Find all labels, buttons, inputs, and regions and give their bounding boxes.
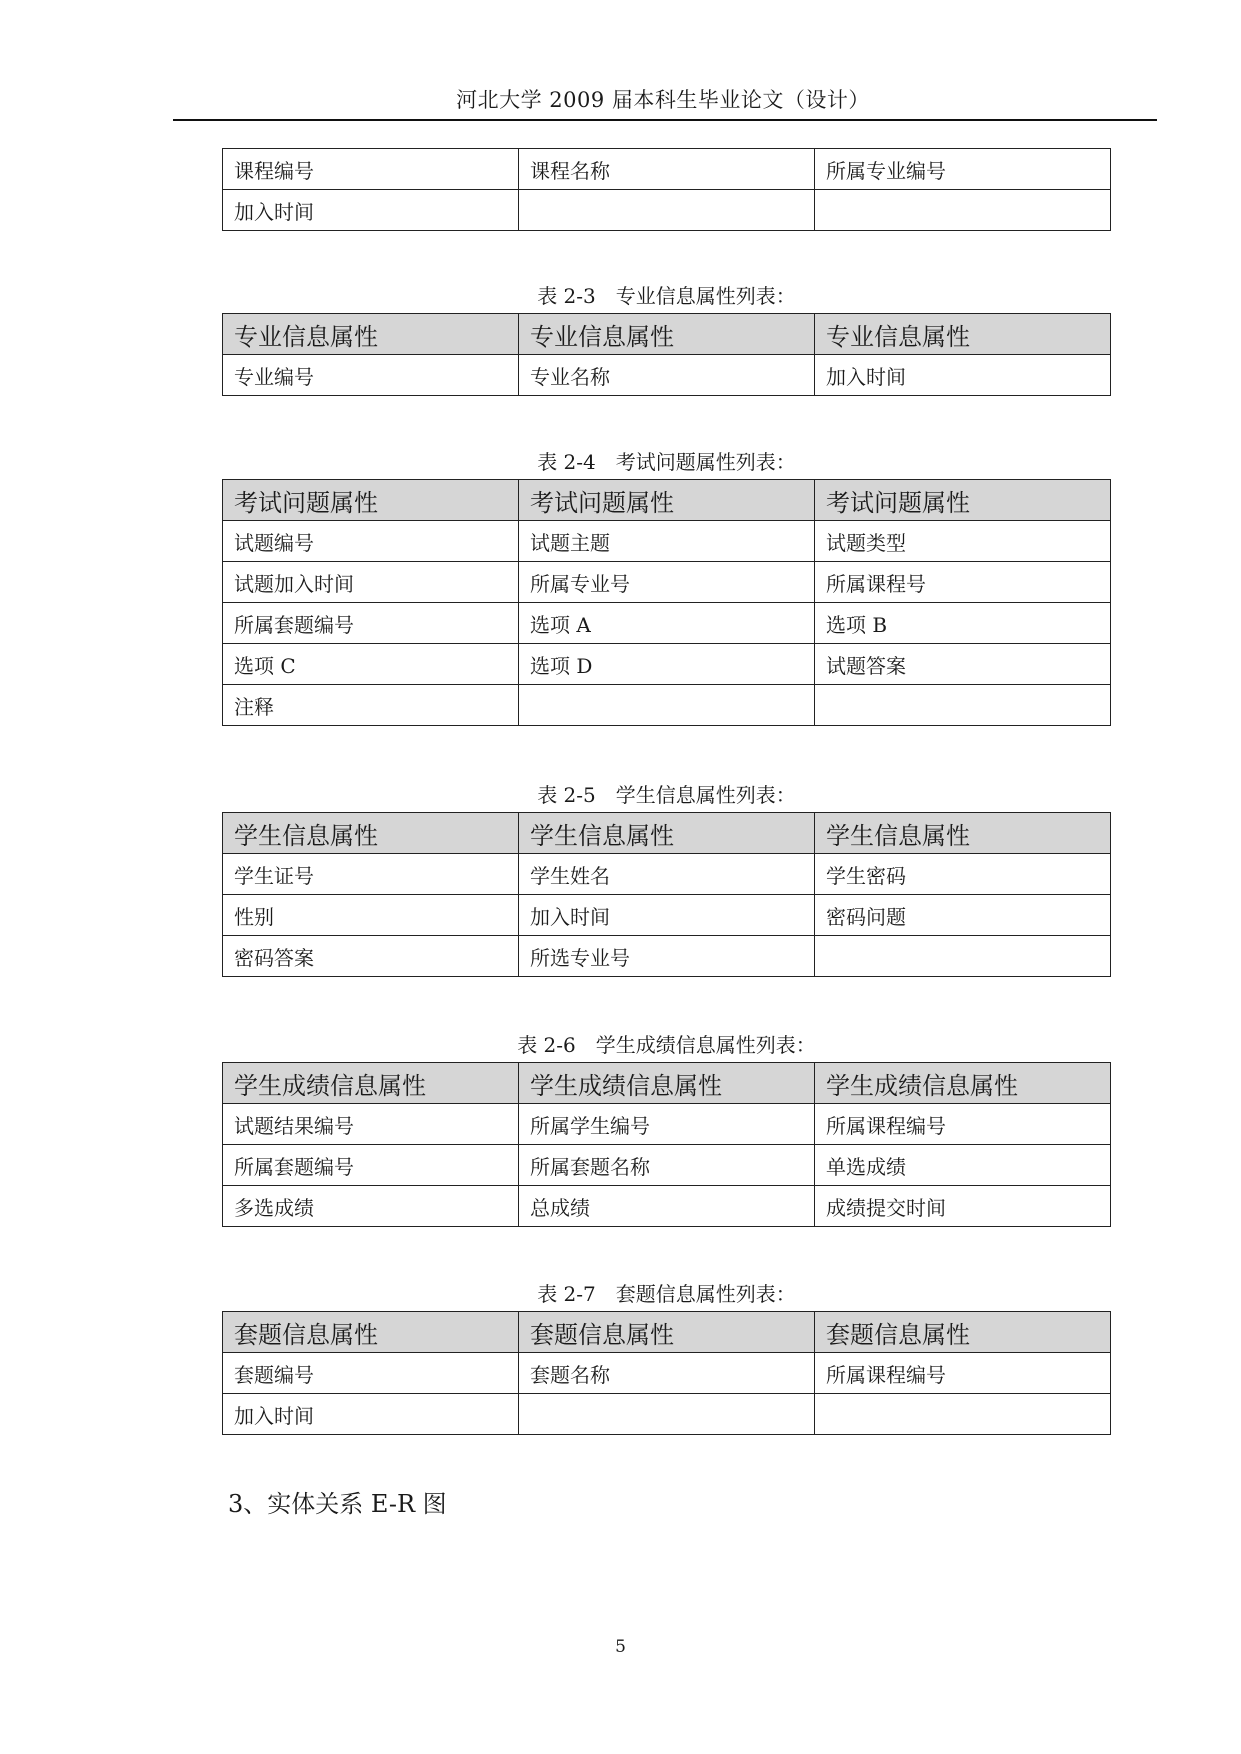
table-row	[223, 149, 1111, 190]
table-header-cell: 学生成绩信息属性	[815, 1063, 1111, 1104]
table-cell: 专业名称	[519, 355, 815, 396]
table-header-row	[223, 480, 1111, 521]
table-cell: 密码答案	[223, 936, 519, 977]
table-cell: 加入时间	[223, 190, 519, 231]
table-row	[223, 936, 1111, 977]
table-cell: 所属学生编号	[519, 1104, 815, 1145]
table-cell: 总成绩	[519, 1186, 815, 1227]
table-cell: 课程编号	[223, 149, 519, 190]
table-cell: 所属套题名称	[519, 1145, 815, 1186]
table-row	[223, 1145, 1111, 1186]
table-cell: 所属课程编号	[815, 1104, 1111, 1145]
table-row	[223, 190, 1111, 231]
table-header-cell: 套题信息属性	[519, 1312, 815, 1353]
course-info-table	[222, 148, 1111, 231]
table-cell: 专业编号	[223, 355, 519, 396]
table-row	[223, 854, 1111, 895]
table-cell: 试题加入时间	[223, 562, 519, 603]
table-cell: 多选成绩	[223, 1186, 519, 1227]
table-cell: 选项 A	[519, 603, 815, 644]
table-row	[223, 521, 1111, 562]
table-cell: 学生密码	[815, 854, 1111, 895]
table-header-cell: 考试问题属性	[815, 480, 1111, 521]
table-cell	[815, 936, 1111, 977]
table-cell: 所属专业编号	[815, 149, 1111, 190]
table-cell: 学生证号	[223, 854, 519, 895]
table-header-row	[223, 314, 1111, 355]
table-row	[223, 1353, 1111, 1394]
table-header-row	[223, 1312, 1111, 1353]
student-info-table	[222, 812, 1111, 977]
table-header-row	[223, 1063, 1111, 1104]
table-cell: 套题编号	[223, 1353, 519, 1394]
section-heading: 3、实体关系 E-R 图	[228, 1490, 447, 1518]
table-header-cell: 考试问题属性	[223, 480, 519, 521]
table-cell	[519, 1394, 815, 1435]
table-header-cell: 学生成绩信息属性	[223, 1063, 519, 1104]
table-cell: 套题名称	[519, 1353, 815, 1394]
table-cell: 所属课程编号	[815, 1353, 1111, 1394]
table-cell	[815, 685, 1111, 726]
table-cell	[519, 685, 815, 726]
table-header-cell: 学生信息属性	[223, 813, 519, 854]
table-cell: 试题主题	[519, 521, 815, 562]
student-score-table	[222, 1062, 1111, 1227]
table-cell: 试题答案	[815, 644, 1111, 685]
table-cell: 加入时间	[815, 355, 1111, 396]
table-cell: 选项 B	[815, 603, 1111, 644]
table-header-cell: 套题信息属性	[223, 1312, 519, 1353]
table-cell: 注释	[223, 685, 519, 726]
table-row	[223, 355, 1111, 396]
table-caption: 表 2-5 学生信息属性列表：	[537, 783, 796, 807]
table-cell: 所选专业号	[519, 936, 815, 977]
table-cell: 加入时间	[519, 895, 815, 936]
table-cell: 所属套题编号	[223, 1145, 519, 1186]
table-row	[223, 895, 1111, 936]
table-cell: 选项 D	[519, 644, 815, 685]
table-cell: 性别	[223, 895, 519, 936]
table-caption: 表 2-6 学生成绩信息属性列表：	[517, 1033, 816, 1057]
table-header-row	[223, 813, 1111, 854]
table-cell: 学生姓名	[519, 854, 815, 895]
table-cell: 试题编号	[223, 521, 519, 562]
major-info-table	[222, 313, 1111, 396]
table-caption: 表 2-3 专业信息属性列表：	[537, 284, 796, 308]
table-header-cell: 套题信息属性	[815, 1312, 1111, 1353]
table-row	[223, 1104, 1111, 1145]
exam-question-table	[222, 479, 1111, 726]
table-header-cell: 考试问题属性	[519, 480, 815, 521]
table-caption: 表 2-4 考试问题属性列表：	[537, 450, 796, 474]
table-cell: 所属套题编号	[223, 603, 519, 644]
table-cell: 所属课程号	[815, 562, 1111, 603]
table-cell: 选项 C	[223, 644, 519, 685]
table-cell: 加入时间	[223, 1394, 519, 1435]
table-cell	[519, 190, 815, 231]
table-cell: 成绩提交时间	[815, 1186, 1111, 1227]
table-header-cell: 专业信息属性	[519, 314, 815, 355]
table-cell: 密码问题	[815, 895, 1111, 936]
table-row	[223, 1394, 1111, 1435]
table-cell	[815, 1394, 1111, 1435]
table-header-cell: 专业信息属性	[223, 314, 519, 355]
table-caption: 表 2-7 套题信息属性列表：	[537, 1282, 796, 1306]
table-row	[223, 685, 1111, 726]
table-row	[223, 562, 1111, 603]
table-cell: 试题结果编号	[223, 1104, 519, 1145]
table-cell: 所属专业号	[519, 562, 815, 603]
table-cell	[815, 190, 1111, 231]
table-header-cell: 学生信息属性	[519, 813, 815, 854]
table-cell: 课程名称	[519, 149, 815, 190]
table-row	[223, 603, 1111, 644]
table-row	[223, 644, 1111, 685]
header-divider	[173, 119, 1157, 121]
table-cell: 单选成绩	[815, 1145, 1111, 1186]
table-cell: 试题类型	[815, 521, 1111, 562]
page-header-title: 河北大学 2009 届本科生毕业论文（设计）	[456, 88, 870, 112]
question-set-table	[222, 1311, 1111, 1435]
table-header-cell: 学生信息属性	[815, 813, 1111, 854]
table-header-cell: 学生成绩信息属性	[519, 1063, 815, 1104]
page-number: 5	[615, 1637, 626, 1657]
table-header-cell: 专业信息属性	[815, 314, 1111, 355]
table-row	[223, 1186, 1111, 1227]
